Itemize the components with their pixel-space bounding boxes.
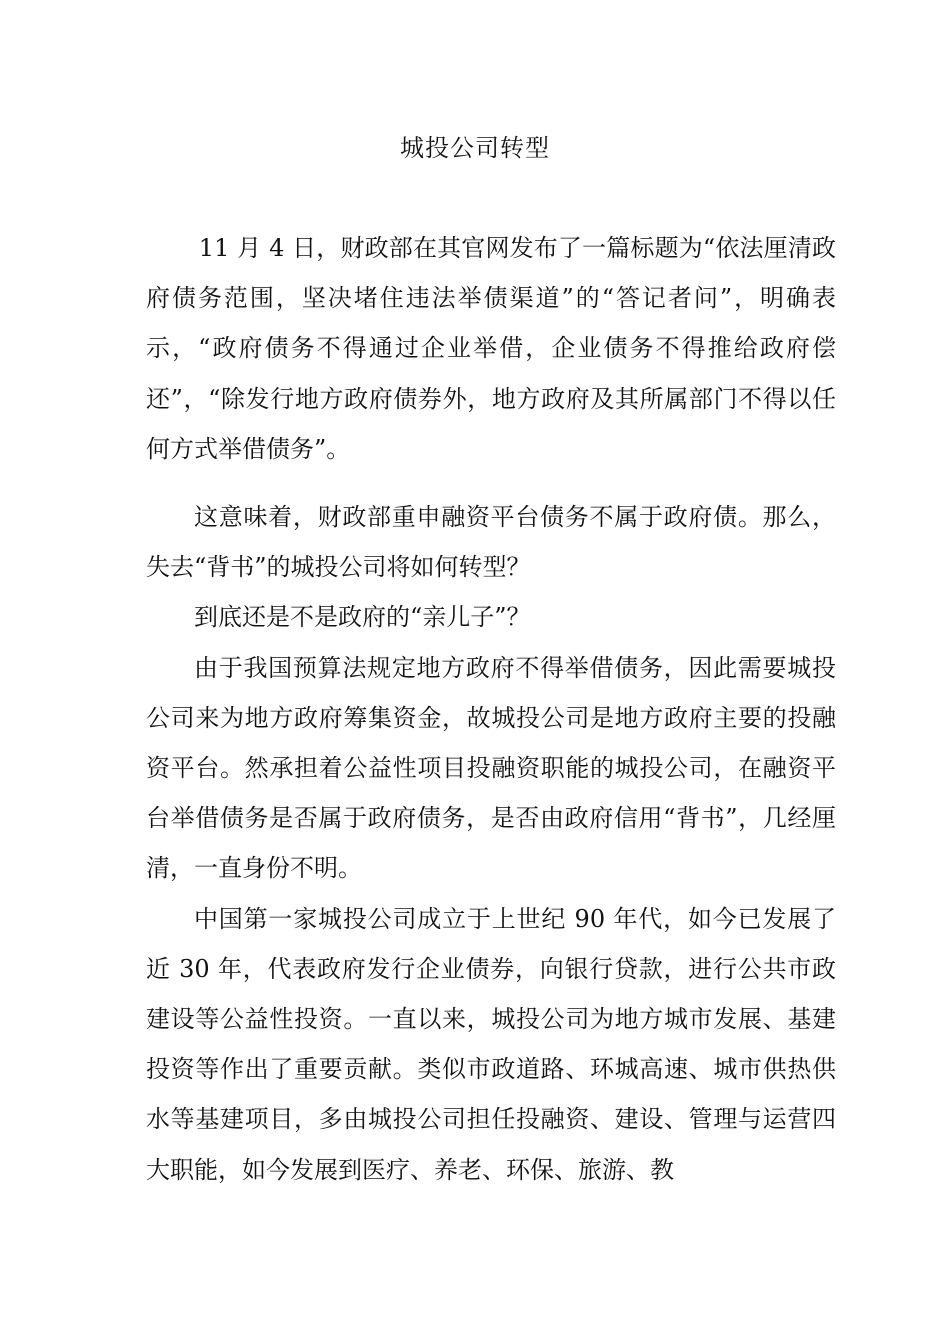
paragraph-1: 11 月 4 日，财政部在其官网发布了一篇标题为“依法厘清政府债务范围，坚决堵住违法举债渠道”的“答记者问”，明确表示，“政府债务不得通过企业举借，企业债务不得推给政府偿还”，“除发行地方政府债券外，地方政府及其所属部门不得以任何方式举借债务”。 xyxy=(146,234,836,463)
paragraph-5: 中国第一家城投公司成立于上世纪 90 年代，如今已发展了近 30 年，代表政府发行企业债券，向银行贷款，进行公共市政建设等公益性投资。一直以来，城投公司为地方城市发展、基建投资等作出了重要贡献。类似市政道路、环城高速、城市供热供水等基建项目，多由城投公司担任投融资、建设、管理与运营四大职能，如今发展到医疗、养老、环保、旅游、教 xyxy=(146,904,836,1184)
paragraph-3: 到底还是不是政府的“亲儿子”？ xyxy=(194,603,531,632)
paragraph-4: 由于我国预算法规定地方政府不得举借债务，因此需要城投公司来为地方政府筹集资金，故城投公司是地方政府主要的投融资平台。然承担着公益性项目投融资职能的城投公司，在融资平台举借债务是否属于政府债务，是否由政府信用“背书”，几经厘清，一直身份不明。 xyxy=(146,653,836,883)
document-title: 城投公司转型 xyxy=(400,134,550,162)
document-body xyxy=(146,223,836,1195)
paragraph-2: 这意味着，财政部重申融资平台债务不属于政府债。那么，失去“背书”的城投公司将如何转型？ xyxy=(146,503,836,582)
